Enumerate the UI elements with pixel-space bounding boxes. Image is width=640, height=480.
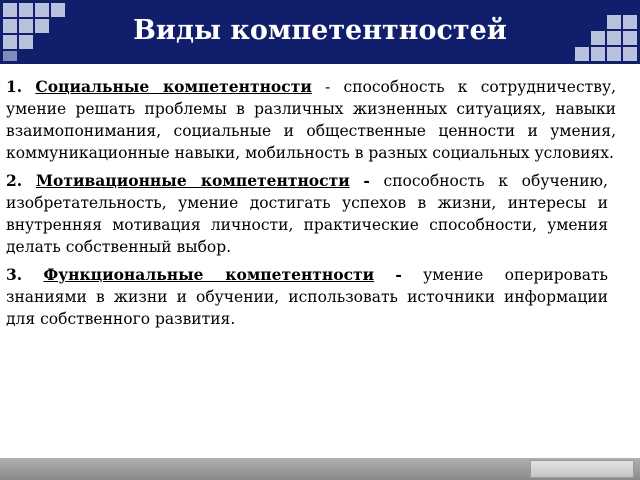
slide-title: Виды компетентностей: [133, 15, 507, 46]
decor-square-icon: [575, 47, 589, 61]
decor-square-icon: [623, 47, 637, 61]
slide-header: [0, 0, 640, 64]
item-text: способность к обучению, изобретательность, умение достигать успехов в жизни, интересы и внутренняя мотивация личности, практические способности, умения делать собственный выбор.: [6, 172, 608, 256]
list-item: [6, 170, 608, 258]
decor-square-icon: [591, 47, 605, 61]
decor-square-icon: [607, 47, 621, 61]
list-item: [6, 76, 616, 164]
item-text: умение оперировать знаниями в жизни и обучении, использовать источники информации для собственного развития.: [6, 266, 608, 328]
item-number: 1.: [6, 77, 23, 96]
item-term: Мотивационные компетентности: [35, 171, 350, 190]
item-separator: -: [325, 78, 331, 96]
slide-body: [6, 76, 616, 336]
footer-button[interactable]: [530, 460, 634, 478]
item-number: 2.: [6, 171, 23, 190]
item-term: Функциональные компетентности: [43, 265, 375, 284]
item-separator: -: [395, 265, 402, 284]
decor-square-icon: [3, 51, 17, 61]
list-item: [6, 264, 608, 330]
item-number: 3.: [6, 265, 23, 284]
item-term: Социальные компетентности: [35, 77, 312, 96]
item-separator: -: [363, 171, 370, 190]
item-text: способность к сотрудничеству, умение решать проблемы в различных жизненных ситуациях, навыки взаимопонимания, социальные и общественные ценности и умения, коммуникационные навыки, мобильность в разных социальных условиях.: [6, 78, 616, 162]
